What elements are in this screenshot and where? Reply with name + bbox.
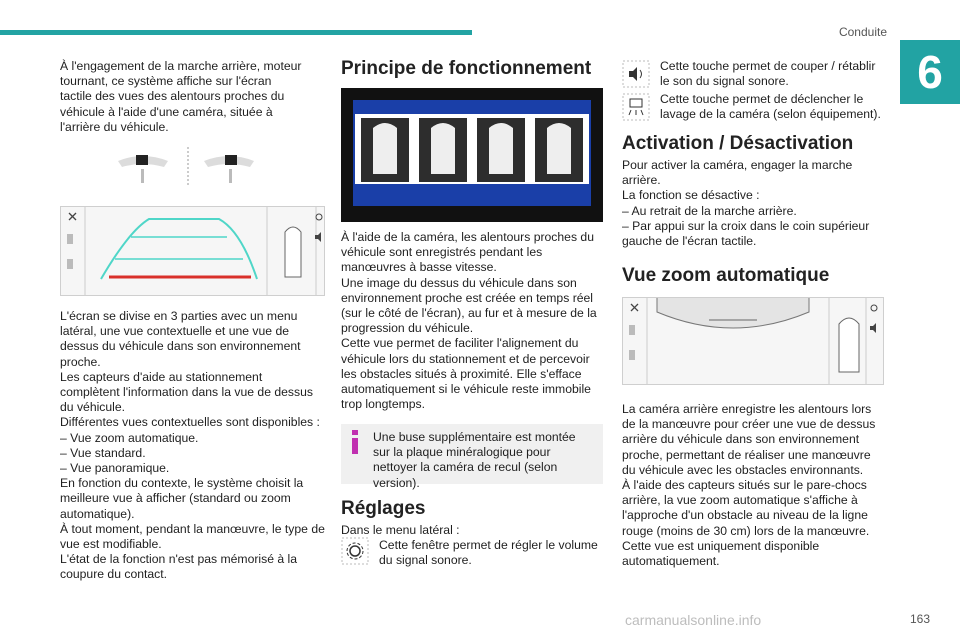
- chapter-title: Conduite: [838, 25, 887, 39]
- steering-wheel-left-icon: [118, 155, 168, 183]
- list-item: – Vue standard.: [60, 445, 146, 460]
- info-icon: [351, 430, 359, 454]
- gear-icon: [871, 305, 877, 311]
- body-paragraph: Une image du dessus du véhicule dans son environnement proche est créée en temps réel (sur le côté de l'écran), au fur et à mesure de la progression du véhicule.: [341, 275, 597, 336]
- close-icon: [631, 304, 638, 311]
- body-paragraph: À l'aide des capteurs situés sur le pare-chocs arrière, la vue zoom automatique s'affiche à l'approche d'un obstacle au niveau de la ligne rouge (moins de 30 cm) lors de la manœuvre.: [622, 478, 870, 538]
- body-paragraph: Les capteurs d'aide au stationnement complètent l'information dans la vue de dessus du véhicule.: [60, 369, 313, 415]
- heading-principle: Principe de fonctionnement: [341, 58, 592, 79]
- heading-zoom: Vue zoom automatique: [622, 265, 830, 286]
- sound-item: Cette touche permet de couper / rétablir le son du signal sonore.: [660, 59, 876, 89]
- body-paragraph: À l'aide de la caméra, les alentours proches du véhicule sont enregistrés pendant les manœuvres à basse vitesse.: [341, 230, 594, 275]
- camera-wash-icon: [622, 93, 650, 121]
- sensor-icon: [67, 234, 73, 244]
- zoom-text: [622, 402, 884, 569]
- bumper-view: [657, 298, 809, 328]
- info-note: [341, 424, 603, 490]
- speaker-icon: [622, 60, 650, 88]
- car-frame-1: [361, 118, 409, 182]
- camera-wash-icon: [629, 350, 635, 360]
- body-paragraph: La fonction se désactive :: [622, 188, 760, 203]
- sensor-icon: [629, 325, 635, 335]
- header-accent-bar: [0, 30, 472, 35]
- close-icon: [69, 213, 76, 220]
- steering-wheel-right-icon: [204, 155, 254, 183]
- parking-sequence-figure: [341, 88, 603, 222]
- body-paragraph: L'écran se divise en 3 parties avec un menu latéral, une vue contextuelle et une vue de dessus du véhicule dans son environnement proche.: [60, 309, 301, 369]
- activation-text: [622, 158, 884, 249]
- list-item: – Vue zoom automatique.: [60, 430, 199, 445]
- list-item: – Au retrait de la marche arrière.: [622, 203, 797, 218]
- body-paragraph: Cette vue est uniquement disponible automatiquement.: [622, 538, 820, 569]
- list-item: – Par appui sur la croix dans le coin supérieur gauche de l'écran tactile.: [622, 218, 870, 249]
- car-frame-3: [477, 118, 525, 182]
- body-paragraph: L'état de la fonction n'est pas mémorisé à la coupure du contact.: [60, 552, 298, 582]
- top-view-car-icon: [285, 227, 301, 277]
- body-paragraph: La caméra arrière enregistre les alentours lors de la manœuvre pour créer une vue de dessus arrière du véhicule dans son environnement proche, permettant de réaliser une manœuvre du véhicule avec les obstacles environnants.: [622, 402, 876, 477]
- body-paragraph: Cette vue permet de faciliter l'alignement du véhicule lors du stationnement et de percevoir les obstacles situés à proximité. Elle s'efface automatiquement si le véhicule reste immobile trop longtemps.: [341, 336, 591, 412]
- page-number: 163: [909, 612, 930, 626]
- settings-item: Cette fenêtre permet de régler le volume du signal sonore.: [379, 538, 598, 568]
- body-paragraph: Pour activer la caméra, engager la marche arrière.: [622, 158, 853, 188]
- body-paragraph: En fonction du contexte, le système choisit la meilleure vue à afficher (standard ou zoom automatique).: [60, 476, 304, 521]
- note-text: Une buse supplémentaire est montée sur la plaque minéralogique pour nettoyer la caméra de recul (selon version).: [373, 430, 576, 490]
- list-item: – Vue panoramique.: [60, 461, 170, 476]
- intro-paragraph: À l'engagement de la marche arrière, moteur tournant, ce système affiche sur l'écran tactile des vues des alentours proches du véhicule à l'aide d'une caméra, située à l'arrière du véhicule.: [60, 59, 302, 134]
- chapter-number-tab: 6: [900, 40, 960, 104]
- camera-screen-figure: [60, 206, 325, 296]
- principle-text: [341, 230, 603, 412]
- settings-intro: Dans le menu latéral :: [341, 523, 460, 537]
- heading-settings: Réglages: [341, 498, 426, 519]
- gear-icon: [316, 214, 322, 220]
- camera-screen-drawing: [61, 207, 324, 295]
- body-paragraph: Différentes vues contextuelles sont disponibles :: [60, 415, 320, 430]
- speaker-icon: [870, 323, 876, 333]
- wash-item: Cette touche permet de déclencher le lavage de la caméra (selon équipement).: [660, 92, 881, 122]
- body-paragraph: À tout moment, pendant la manœuvre, le type de vue est modifiable.: [60, 521, 325, 552]
- zoom-screen-drawing: [623, 298, 883, 384]
- left-body: [60, 309, 325, 583]
- watermark: carmanualsonline.info: [625, 612, 762, 628]
- zoom-screen-figure: [622, 297, 884, 385]
- car-frame-2: [419, 118, 467, 182]
- steering-wheel-figure: [108, 145, 268, 187]
- gear-icon: [341, 537, 369, 565]
- top-view-car-icon: [839, 318, 859, 372]
- guide-lines: [101, 219, 257, 279]
- car-frame-4: [535, 118, 583, 182]
- heading-activation: Activation / Désactivation: [622, 133, 854, 154]
- camera-wash-icon: [67, 259, 73, 269]
